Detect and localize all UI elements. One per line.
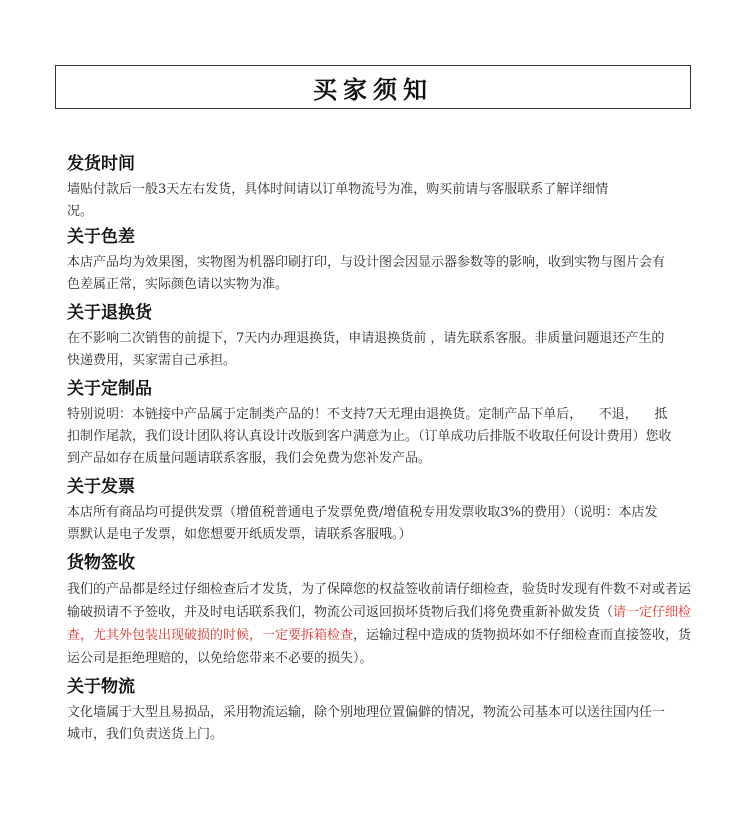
section-invoice bbox=[67, 475, 707, 546]
section-body: 文化墙属于大型且易损品，采用物流运输，除个别地理位置偏僻的情况，物流公司基本可以送往国内任一城市，我们负责送货上门。 bbox=[67, 705, 666, 742]
section-custom-products bbox=[67, 377, 707, 470]
section-shipping-time bbox=[67, 152, 707, 223]
body-text-after: ，运输过程中造成的货物损坏如不仔细检查而直接签收，货运公司是拒绝理赔的，以免给您带来不必要的损失）。 bbox=[67, 628, 692, 666]
section-heading: 关于物流 bbox=[67, 677, 135, 697]
section-body bbox=[67, 578, 692, 670]
section-heading: 发货时间 bbox=[67, 154, 135, 174]
section-heading: 关于退换货 bbox=[67, 303, 152, 323]
inspection-warning: 请一定仔细检查，尤其外包装出现破损的时候，一定要拆箱检查 bbox=[67, 605, 692, 643]
section-body: 本店产品均为效果图，实物图为机器印刷打印，与设计图会因显示器参数等的影响，收到实物与图片会有色差属正常，实际颜色请以实物为准。 bbox=[67, 255, 666, 292]
section-returns bbox=[67, 301, 707, 372]
section-body: 本店所有商品均可提供发票（增值税普通电子发票免费/增值税专用发票收取3%的费用）（说明：本店发票默认是电子发票，如您想要开纸质发票，请联系客服哦。） bbox=[67, 505, 658, 542]
section-logistics bbox=[67, 675, 707, 746]
section-body: 墙贴付款后一般3天左右发货，具体时间请以订单物流号为准，购买前请与客服联系了解详细情况。 bbox=[67, 182, 609, 219]
section-body: 在不影响二次销售的前提下，7天内办理退换货，申请退换货前 ，请先联系客服。非质量问题退还产生的快递费用，买家需自己承担。 bbox=[67, 331, 665, 368]
section-color-difference bbox=[67, 225, 707, 296]
notice-content bbox=[67, 152, 707, 746]
section-heading: 货物签收 bbox=[67, 553, 135, 573]
section-cargo-receipt bbox=[67, 551, 707, 670]
section-body: 特别说明：本链接中产品属于定制类产品的！不支持7天无理由退换货。定制产品下单后， 不退， 抵扣制作尾款，我们设计团队将认真设计改版到客户满意为止。（订单成功后排版不收取任何设计费用）您收到产品如存在质量问题请联系客服，我们会免费为您补发产品。 bbox=[67, 407, 672, 466]
section-heading: 关于色差 bbox=[67, 227, 135, 247]
section-heading: 关于发票 bbox=[67, 477, 135, 497]
title-box bbox=[55, 65, 691, 109]
page-title: 买家须知 bbox=[313, 75, 433, 104]
body-text-before: 我们的产品都是经过仔细检查后才发货，为了保障您的权益签收前请仔细检查，验货时发现有件数不对或者运输破损请不予签收，并及时电话联系我们，物流公司返回损坏货物后我们将免费重新补做发货（ bbox=[67, 582, 692, 620]
section-heading: 关于定制品 bbox=[67, 379, 152, 399]
